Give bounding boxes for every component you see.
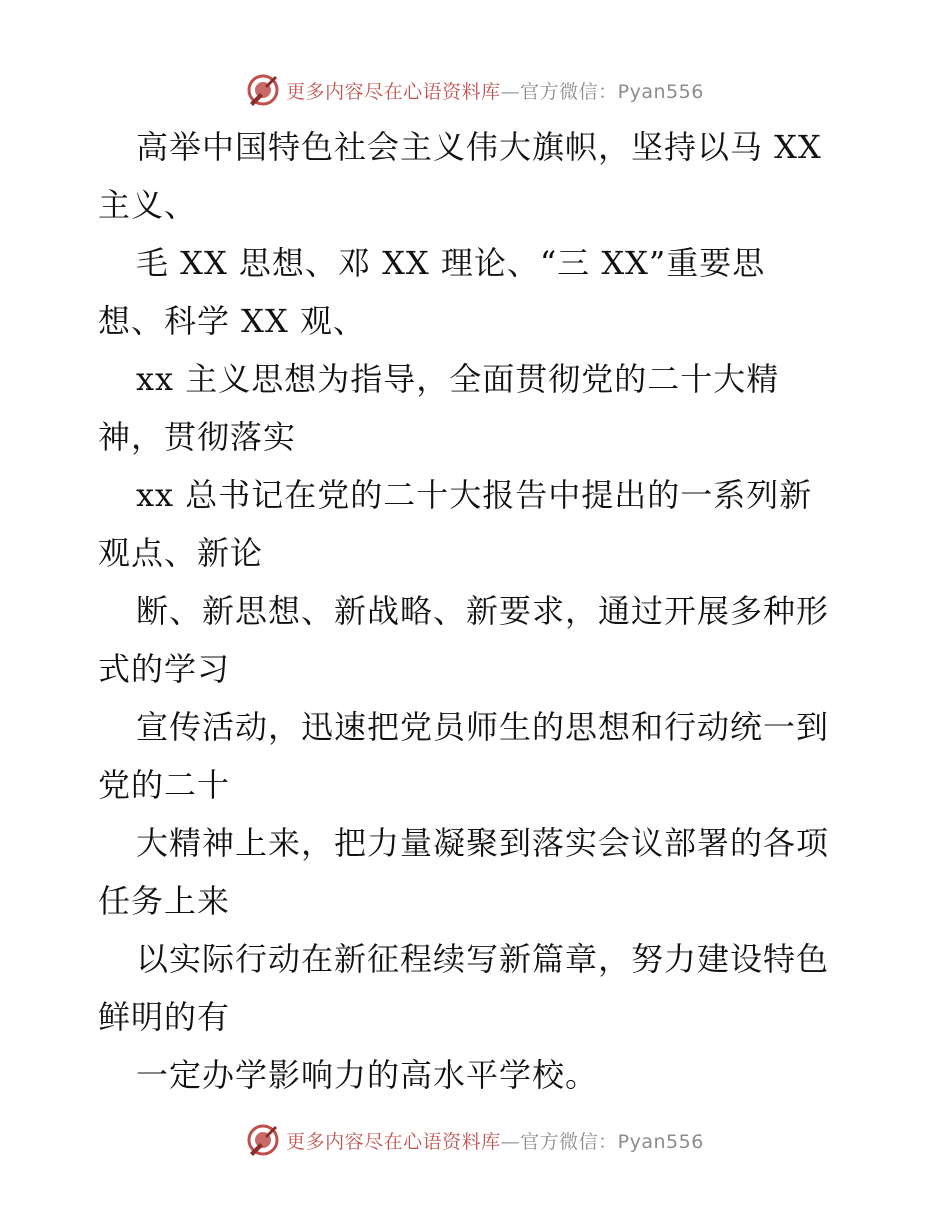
paragraph-line: 式的学习: [98, 650, 231, 688]
paragraph-line: 观点、新论: [98, 534, 264, 572]
footer-watermark: [0, 1120, 950, 1160]
paragraph-line: 宣传活动，迅速把党员师生的思想和行动统一到: [136, 708, 830, 746]
paragraph-line: xx 主义思想为指导，全面贯彻党的二十大精: [136, 360, 780, 398]
document-body: [98, 118, 858, 1104]
header-dash: —: [500, 80, 521, 103]
paragraph-line: 以实际行动在新征程续写新篇章，努力建设特色: [136, 940, 830, 978]
paragraph-line: 一定办学影响力的高水平学校。: [136, 1056, 599, 1094]
footer-main-text: 更多内容尽在心语资料库: [286, 1130, 501, 1153]
paragraph-line: 大精神上来，把力量凝聚到落实会议部署的各项: [136, 824, 830, 862]
footer-wechat-text: 官方微信：Pyan556: [520, 1130, 704, 1153]
pen-logo-icon: [246, 73, 280, 107]
paragraph-line: 主义、: [98, 186, 198, 224]
header-wechat-text: 官方微信：Pyan556: [520, 80, 704, 103]
footer-watermark-text: [286, 1127, 704, 1154]
header-watermark-text: [286, 77, 704, 104]
paragraph-line: 高举中国特色社会主义伟大旗帜，坚持以马 XX: [136, 128, 822, 166]
paragraph-line: 神，贯彻落实: [98, 418, 297, 456]
paragraph-line: xx 总书记在党的二十大报告中提出的一系列新: [136, 476, 813, 514]
header-main-text: 更多内容尽在心语资料库: [286, 80, 501, 103]
paragraph-line: 毛 XX 思想、邓 XX 理论、“三 XX”重要思: [136, 244, 766, 282]
paragraph-line: 党的二十: [98, 766, 231, 804]
paragraph-line: 断、新思想、新战略、新要求，通过开展多种形: [136, 592, 830, 630]
paragraph-line: 鲜明的有: [98, 998, 231, 1036]
paragraph-line: 任务上来: [98, 882, 231, 920]
footer-dash: —: [500, 1130, 521, 1153]
header-watermark: [0, 70, 950, 110]
paragraph-line: 想、科学 XX 观、: [98, 302, 366, 340]
pen-logo-icon: [246, 1123, 280, 1157]
